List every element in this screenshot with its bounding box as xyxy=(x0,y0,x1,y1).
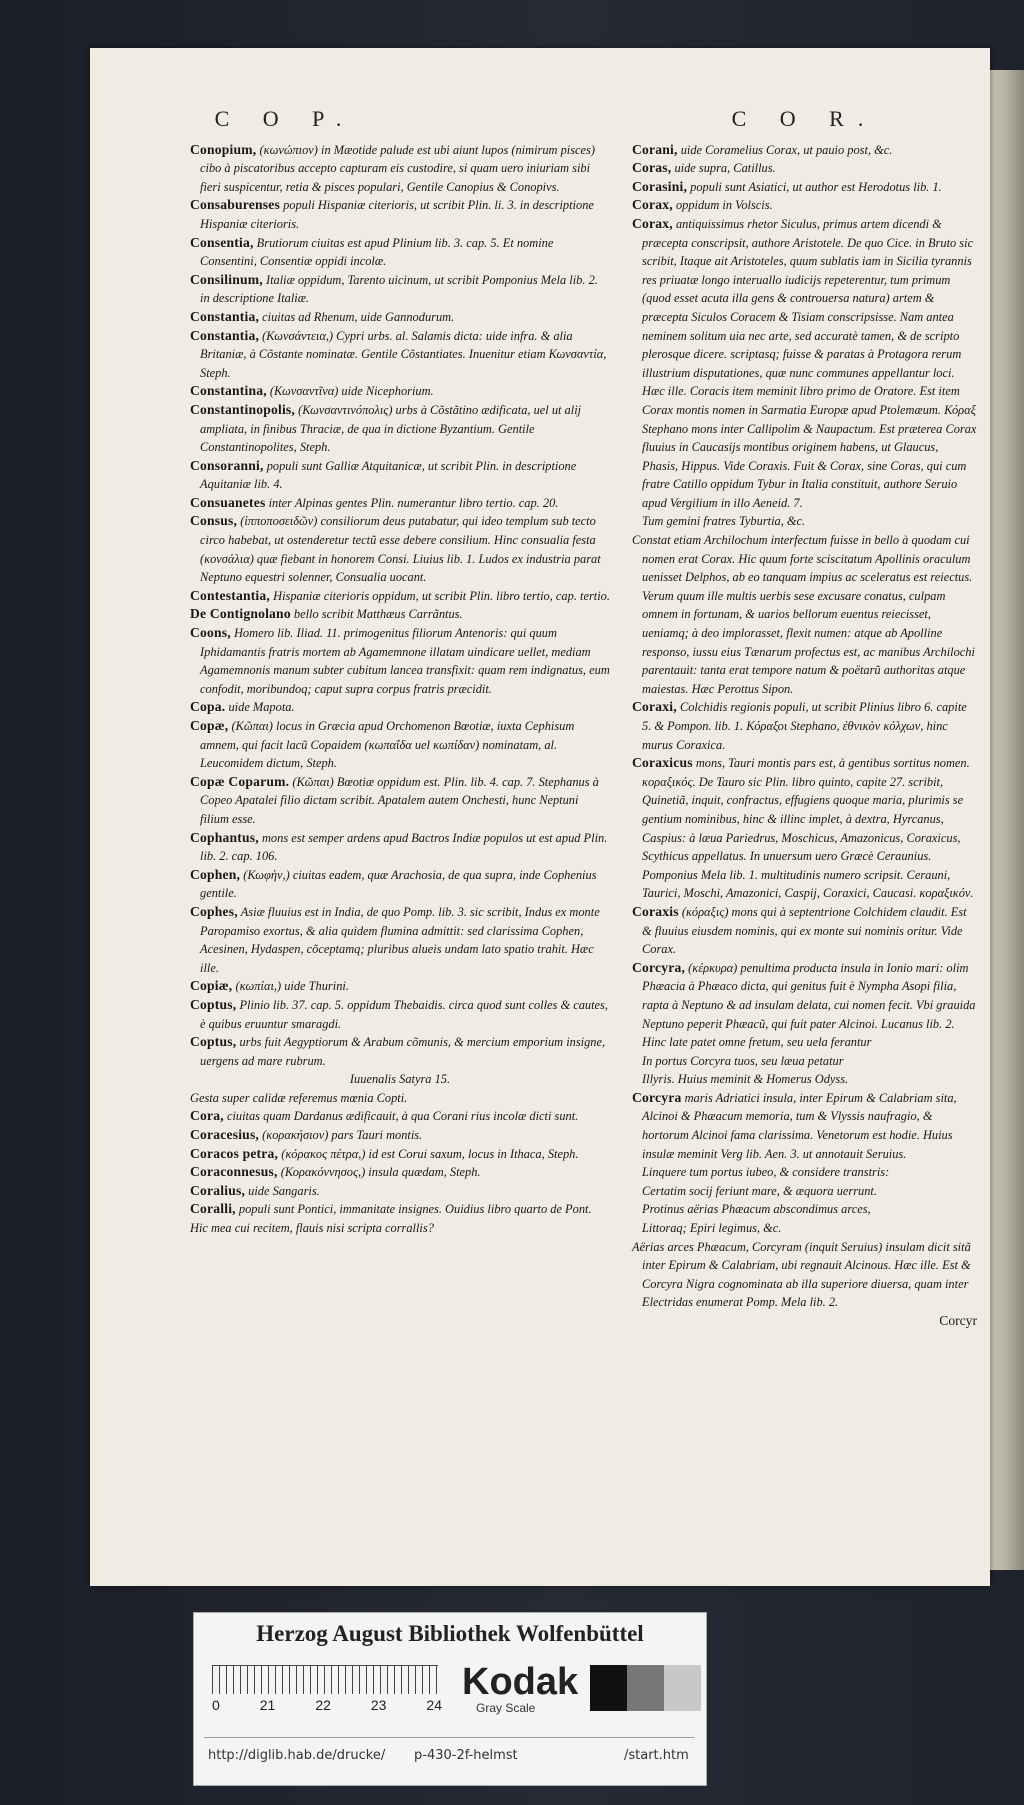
entry-headword: Coraconnesus, xyxy=(190,1164,278,1180)
dictionary-entry xyxy=(190,1126,610,1145)
url-text[interactable]: http://diglib.hab.de/drucke/ xyxy=(208,1748,386,1763)
entry-headword: Coralli, xyxy=(190,1201,236,1217)
dictionary-entry xyxy=(190,401,610,457)
gray-patch xyxy=(590,1665,627,1711)
entry-text: populi Hispaniæ citerioris, ut scribit Plin. li. 3. in descriptione Hispaniæ citerioris. xyxy=(200,198,594,231)
dictionary-entry xyxy=(632,215,977,513)
dictionary-entry xyxy=(190,717,610,773)
gray-scale-label: Gray Scale xyxy=(476,1701,536,1715)
gray-patches xyxy=(590,1665,701,1711)
dictionary-entry xyxy=(632,159,977,178)
dictionary-entry xyxy=(190,512,610,586)
entry-headword: Copa. xyxy=(190,699,226,715)
verse-line: Gesta super calidæ referemus mœnia Copti. xyxy=(190,1090,408,1105)
entry-text: (κορακήσιον) pars Tauri montis. xyxy=(262,1128,423,1143)
entry-headword: Coracos petra, xyxy=(190,1145,279,1161)
entry-text: (Κωνσαντινόπολις) urbs à Cõstãtino ædificata, uel ut alij ampliata, in finibus Thraciæ, de qua in dictione Byzantium. Gentile Constantinopolites, Steph. xyxy=(200,402,582,455)
entry-text: uide Mapota. xyxy=(228,700,295,715)
right-verses-2 xyxy=(632,1033,977,1089)
dictionary-entry xyxy=(190,271,610,308)
entry-headword: Cophes, xyxy=(190,903,238,919)
entry-headword: Constantinopolis, xyxy=(190,401,296,417)
entry-headword: Coraxis xyxy=(632,903,679,919)
entry-text: (κωπίαι,) uide Thurini. xyxy=(235,979,349,994)
entry-headword: Corani, xyxy=(632,141,678,157)
entry-text: (κόραξις) mons qui à septentrione Colchidem claudit. Est & fluuius eiusdem nominis, qui ex monte sui nominis oritur. Vide Corax. xyxy=(642,904,967,957)
entry-text: (ἱπποποσειδῶν) consiliorum deus putabatur, qui ideo templum sub tecto circo habebat, ut ostenderetur tectũ esse debere consilium. Hinc consualia festa (κονσάλια) quæ fiebant in honorem Consi. Liuius lib. 1. Ludos ex industria parat Neptuno equestri solenner, Consualia uocant. xyxy=(200,514,601,585)
start-link[interactable]: /start.htm xyxy=(624,1748,689,1763)
entry-headword: Copæ, xyxy=(190,718,229,733)
dictionary-entry xyxy=(632,959,977,1033)
entry-headword: Coons, xyxy=(190,625,231,641)
dictionary-entry xyxy=(190,1182,610,1201)
dictionary-entry xyxy=(190,903,610,977)
gray-patch xyxy=(664,1665,701,1711)
entry-text: mons, Tauri montis pars est, à gentibus sortitus nomen. κοραξικός. De Tauro sic Plin. libro quinto, capite 27. scribit, Quinetiã, inquit, confractus, effugiens quoque maria, plurimis se gentium nominibus, hinc & illinc implet, à dextra, Hyrcanus, Caspius: à læua Pariedrus, Moschicus, Amazonicus, Coraxicus, Scythicus appellatus. In unuersum uero Græcè Ceraunius. Pomponius Mela lib. 1. multitudinis numero scripsit. Cerauni, Taurici, Moschi, Amazonici, Caspij, Coraxici, Caucasi. κοραξικόν. xyxy=(642,756,974,901)
dictionary-entry xyxy=(190,605,610,624)
entry-headword: Constantina, xyxy=(190,383,267,399)
ruler-numbers xyxy=(212,1697,442,1713)
dictionary-entry xyxy=(190,773,610,829)
shelfmark-text: p-430-2f-helmst xyxy=(414,1748,518,1763)
ruler-scale xyxy=(212,1665,438,1694)
dictionary-entry xyxy=(190,1107,610,1126)
entry-text: bello scribit Matthæus Carrãntus. xyxy=(293,607,463,622)
entry-text: antiquissimus rhetor Siculus, primus artem dicendi & præcepta conscripsit, authore Aristotele. De quo Cice. in Bruto sic scribit, Itaque ait Aristoteles, quum sublatis iam in Sicilia tyrannis res priuatæ longo interuallo iudicijs repeterentur, tum primum (quod esset acuta illa gens & controuersa natura) artem & præcepta Siculos Coracem & Tisiam conscripsisse. Nam antea neminem solitum uia nec arte, sed accuratè tamen, & de scripto plerosque dicere. scriptasq; fuisse & paratas à Protagora rerum illustrium disputationes, quæ nunc communes appellantur loci. Hæc ille. Coracis item meminit libro primo de Oratore. Est item Corax montis nomen in Sarmatia Europæ apud Ptolemæum. Κόραξ Stephano mons inter Callipolim & Naupactum. Est præterea Corax fluuius in Caucasijs montibus originem habens, ut Glaucus, Phasis, Hippus. Vide Coraxis. Fuit & Corax, sine Coras, qui cum fratre Catillo oppidum Tybur in Italia constituit, authore Seruio apud Vergilium in illo Aeneid. 7. xyxy=(642,216,977,510)
dictionary-entry xyxy=(190,1200,610,1219)
entry-headword: Cora, xyxy=(190,1108,224,1124)
entry-headword: Constantia, xyxy=(190,308,260,324)
entry-text: populi sunt Galliæ Atquitanicæ, ut scribit Plin. in descriptione Aquitaniæ lib. 4. xyxy=(200,458,577,492)
verse-line: Certatim socij feriunt mare, & æquora uerrunt. xyxy=(642,1183,877,1198)
entry-text: Constat etiam Archilochum interfectum fuisse in bello à quodam cui nomen erat Corax. Hic quum forte sciscitatum Apollinis oraculum uenisset Delphos, ab eo tanquam impius ac sceleratus est reiectus. Verum quum ille multis uerbis sese excusare conatus, culpam omnem in fortunam, & uarios bellorum euentus reiecisset, ueniamq; à deo implorasset, flexit numen: atque ab Apolline responso, iussu eius Tænarum profectus est, ac manibus Archilochi parentauit: tanta erat tempore natum & poëtarũ authoritas atque maiestas. Hæc Perottus Sipon. xyxy=(632,533,975,696)
entry-headword: Consaburenses xyxy=(190,197,280,213)
entry-headword: Coraxi, xyxy=(632,699,677,715)
entry-headword: Coralius, xyxy=(190,1182,246,1198)
entry-text: (Κῶπαι) locus in Græcia apud Orchomenon Bœotiæ, iuxta Cephisum amnem, qui facit lacũ Copaidem (κωπαΐδα uel κωπίδαν) nominatam, al. Leucomidem dictum, Steph. xyxy=(200,719,575,771)
entry-headword: Coptus, xyxy=(190,996,237,1012)
ruler-number: 24 xyxy=(426,1697,442,1713)
entry-text: uide Coramelius Corax, ut pauio post, &c. xyxy=(680,142,893,157)
entry-headword: Consentia, xyxy=(190,234,254,250)
dictionary-entry xyxy=(190,977,610,996)
right-verses-3 xyxy=(632,1163,977,1237)
dictionary-entry xyxy=(190,457,610,494)
entry-text: uide supra, Catillus. xyxy=(674,161,776,176)
dictionary-entry xyxy=(190,494,610,513)
verse-line: Illyris. Huius meminit & Homerus Odyss. xyxy=(642,1072,849,1087)
ruler-number: 23 xyxy=(370,1697,387,1713)
entry-text: Plinio lib. 37. cap. 5. oppidum Thebaidis. circa quod sunt colles & cautes, è quibus eruuntur smaragdi. xyxy=(200,997,608,1031)
entry-headword: Corax, xyxy=(632,215,673,231)
verse-line: In portus Corcyra tuos, seu læua petatur xyxy=(642,1053,844,1068)
left-entries-2 xyxy=(190,1107,610,1219)
running-head-right: C O R. xyxy=(731,106,878,131)
entry-text: (Κωνσάντεια,) Cypri urbs. al. Salamis dicta: uide infra. & alia Britaniæ, à Cõstante nominatæ. Gentile Cõstantiates. Inuenitur etiam Κωνσαντία, Steph. xyxy=(200,328,607,380)
entry-headword: Coptus, xyxy=(190,1034,237,1050)
running-head-left: C O P. xyxy=(214,106,356,131)
entry-text: urbs fuit Aegyptiorum & Arabum cõmunis, & mercium emporium insigne, uergens ad mare rubrum. xyxy=(200,1035,606,1068)
entry-text: inter Alpinas gentes Plin. numerantur libro tertio. cap. 20. xyxy=(268,495,559,510)
dictionary-entry xyxy=(190,624,610,698)
entry-headword: Consilinum, xyxy=(190,271,263,287)
ruler-number: 0 xyxy=(212,1697,220,1713)
entry-text: populi sunt Asiatici, ut author est Herodotus lib. 1. xyxy=(690,179,942,194)
entry-headword: Copæ Coparum. xyxy=(190,773,290,789)
entry-headword: Cophen, xyxy=(190,866,241,882)
catchword: Corcyr xyxy=(939,1313,977,1328)
entry-headword: Consuanetes xyxy=(190,494,266,510)
closing-paragraph: Aërias arces Phæacum, Corcyram (inquit Seruius) insulam dicit sitã inter Epirum & Calabriam, ubi regnauit Alcinous. Hæc ille. Est & Corcyra Nigra cognominata ab illa superiore diuersa, quam inter Electridas enumerat Pomp. Mela lib. 2. xyxy=(632,1239,971,1310)
dictionary-entry xyxy=(632,1089,977,1163)
entry-headword: Corcyra, xyxy=(632,959,686,975)
entry-text: uide Sangaris. xyxy=(248,1183,320,1198)
entry-headword: Cophantus, xyxy=(190,829,259,845)
dictionary-entry xyxy=(190,382,610,401)
entry-headword: De Contignolano xyxy=(190,606,291,622)
verse-tyburtia: Tum gemini fratres Tyburtia, &c. xyxy=(642,514,806,529)
verse-line: Hinc late patet omne fretum, seu uela ferantur xyxy=(642,1035,872,1050)
dictionary-entry xyxy=(190,829,610,866)
ruler-number: 22 xyxy=(315,1697,331,1713)
entry-text: ciuitas quam Dardanus ædificauit, à qua Corani rius incolæ dicti sunt. xyxy=(226,1109,579,1124)
verse-line: Littoraq; Epiri legimus, &c. xyxy=(642,1221,782,1236)
entry-text: maris Adriatici insula, inter Epirum & Calabriam sita, Alcinoi & Phæacum memoria, tum & Vlyssis naufragio, & hortorum Alcinoi fama clarissima. Venetorum est hodie. Huius insulæ meminit Verg lib. Aen. 3. ut annotauit Seruius. xyxy=(642,1090,957,1161)
url-bar xyxy=(204,1737,694,1772)
dictionary-entry xyxy=(632,754,977,903)
entry-text: mons est semper ardens apud Bactros Indiæ populos ut est apud Plin. lib. 2. cap. 106. xyxy=(200,830,608,864)
dictionary-entry xyxy=(190,587,610,606)
entry-text: (κωνώπιον) in Mæotide palude est ubi aiunt lupos (nimirum pisces) cibo à piscatoribus accepto capturam eis custodire, si quam uero iniuriam sibi fieri suspicentur, retia & pisces populari, Gentile Canopius & Conopivs. xyxy=(200,142,595,194)
entry-headword: Corasini, xyxy=(632,178,688,194)
dictionary-entry xyxy=(190,234,610,271)
dictionary-entry xyxy=(632,698,977,754)
dictionary-entry xyxy=(632,196,977,215)
entry-text: (Κωφὴν,) ciuitas eadem, quæ Arachosia, de qua supra, inde Cophenius gentile. xyxy=(200,867,597,901)
entry-headword: Copiæ, xyxy=(190,978,233,994)
dictionary-entry xyxy=(190,196,610,233)
dictionary-entry xyxy=(190,698,610,717)
entry-text: (Κῶπαι) Bœotiæ oppidum est. Plin. lib. 4. cap. 7. Stephanus à Copeo Apatalei filio dictam scribit. Apatalem autem Onchesti, hunc Neptuni filium esse. xyxy=(200,774,599,826)
entry-headword: Contestantia, xyxy=(190,587,271,603)
entry-headword: Conopium, xyxy=(190,141,257,157)
dictionary-entry xyxy=(190,1033,610,1070)
entry-text: (κέρκυρα) penultima producta insula in Ionio mari: olim Phæacia à Phæaco dicta, qui genitus fuit è Nympha Asopi filia, rapta à Neptuno & ad insulam delata, cui nomen fecit. Vbi grauida Neptuno peperit Phæacũ, qui fuit pater Alcinoi. Lucanus lib. 2. xyxy=(642,960,976,1031)
entry-headword: Coracesius, xyxy=(190,1127,260,1143)
dictionary-entry xyxy=(632,531,977,698)
verse-line: Protinus aërias Phæacum abscondimus arces, xyxy=(642,1202,871,1217)
kodak-logo: Kodak xyxy=(462,1661,579,1703)
final-verse: Hic mea cui recitem, flauis nisi scripta corrallis? xyxy=(190,1221,434,1236)
color-target-card xyxy=(193,1612,707,1786)
dictionary-entry xyxy=(632,141,977,160)
right-column xyxy=(632,106,977,1331)
gray-patch xyxy=(627,1665,664,1711)
dictionary-entry xyxy=(190,327,610,383)
entry-headword: Corcyra xyxy=(632,1089,682,1105)
entry-text: oppidum in Volscis. xyxy=(675,198,773,213)
dictionary-entry xyxy=(190,141,610,197)
verse-source: Iuuenalis Satyra 15. xyxy=(349,1072,451,1087)
entry-headword: Consoranni, xyxy=(190,457,264,473)
left-entries xyxy=(190,141,610,1071)
verse-line: Linquere tum portus iubeo, & considere transtris: xyxy=(642,1165,890,1180)
entry-text: Colchidis regionis populi, ut scribit Plinius libro 6. capite 5. & Pompon. lib. 1. Κόραξοι Stephano, ἐθνικὸν κόλχων, hinc murus Coraxica. xyxy=(642,700,967,752)
library-title: Herzog August Bibliothek Wolfenbüttel xyxy=(256,1621,644,1646)
dictionary-entry xyxy=(632,178,977,197)
entry-text: ciuitas ad Rhenum, uide Gannodurum. xyxy=(262,309,455,324)
right-entries xyxy=(632,141,977,513)
entry-text: (Κωνσαντῖνα) uide Nicephorium. xyxy=(269,384,434,399)
dictionary-entry xyxy=(190,1163,610,1182)
dictionary-entry xyxy=(190,1145,610,1164)
entry-headword: Consus, xyxy=(190,513,238,529)
entry-text: populi sunt Pontici, immanitate insignes. Ouidius libro quarto de Pont. xyxy=(238,1202,592,1217)
entry-headword: Constantia, xyxy=(190,327,260,343)
dictionary-entry xyxy=(190,996,610,1033)
entry-text: Italiæ oppidum, Tarento uicinum, ut scribit Pomponius Mela lib. 2. in descriptione Italiæ. xyxy=(200,272,598,306)
ruler-number: 21 xyxy=(259,1697,276,1713)
dictionary-entry xyxy=(190,308,610,327)
entry-text: Homero lib. Iliad. 11. primogenitus filiorum Antenoris: qui quum Iphidamantis fratris mortem ab Agamemnone illatam uindicare uellet, mediam Agamemnonis manum subter cubitum lancea transfixit: quam rem indignatus, eum confodit, moribundoq; caput supra corpus fratris præcidit. xyxy=(200,626,610,696)
entry-headword: Coras, xyxy=(632,160,672,176)
entry-headword: Corax, xyxy=(632,197,673,213)
dictionary-entry xyxy=(190,866,610,903)
entry-text: Asiæ fluuius est in India, de quo Pomp. lib. 3. sic scribit, Indus ex monte Paropamiso exortus, & alia quidem flumina admittit: sed clarissima Cophen, Acesinen, Hydaspen, cõceptamq; pluribus alueis undam lato spatio trahit. Hæc ille. xyxy=(200,904,600,975)
entry-headword: Coraxicus xyxy=(632,755,693,771)
left-column xyxy=(190,106,610,1238)
entry-text: Hispaniæ citerioris oppidum, ut scribit Plin. libro tertio, cap. tertio. xyxy=(273,588,610,603)
entry-text: (Κορακόννησος,) insula quædam, Steph. xyxy=(280,1165,481,1180)
right-entries-2 xyxy=(632,531,977,1033)
entry-text: Brutiorum ciuitas est apud Plinium lib. 3. cap. 5. Et nomine Consentini, Consentiæ oppidi incolæ. xyxy=(200,235,554,269)
right-entries-3 xyxy=(632,1089,977,1163)
entry-text: (κόρακος πέτρα,) id est Corui saxum, locus in Ithaca, Steph. xyxy=(281,1146,579,1161)
dictionary-entry xyxy=(632,903,977,959)
